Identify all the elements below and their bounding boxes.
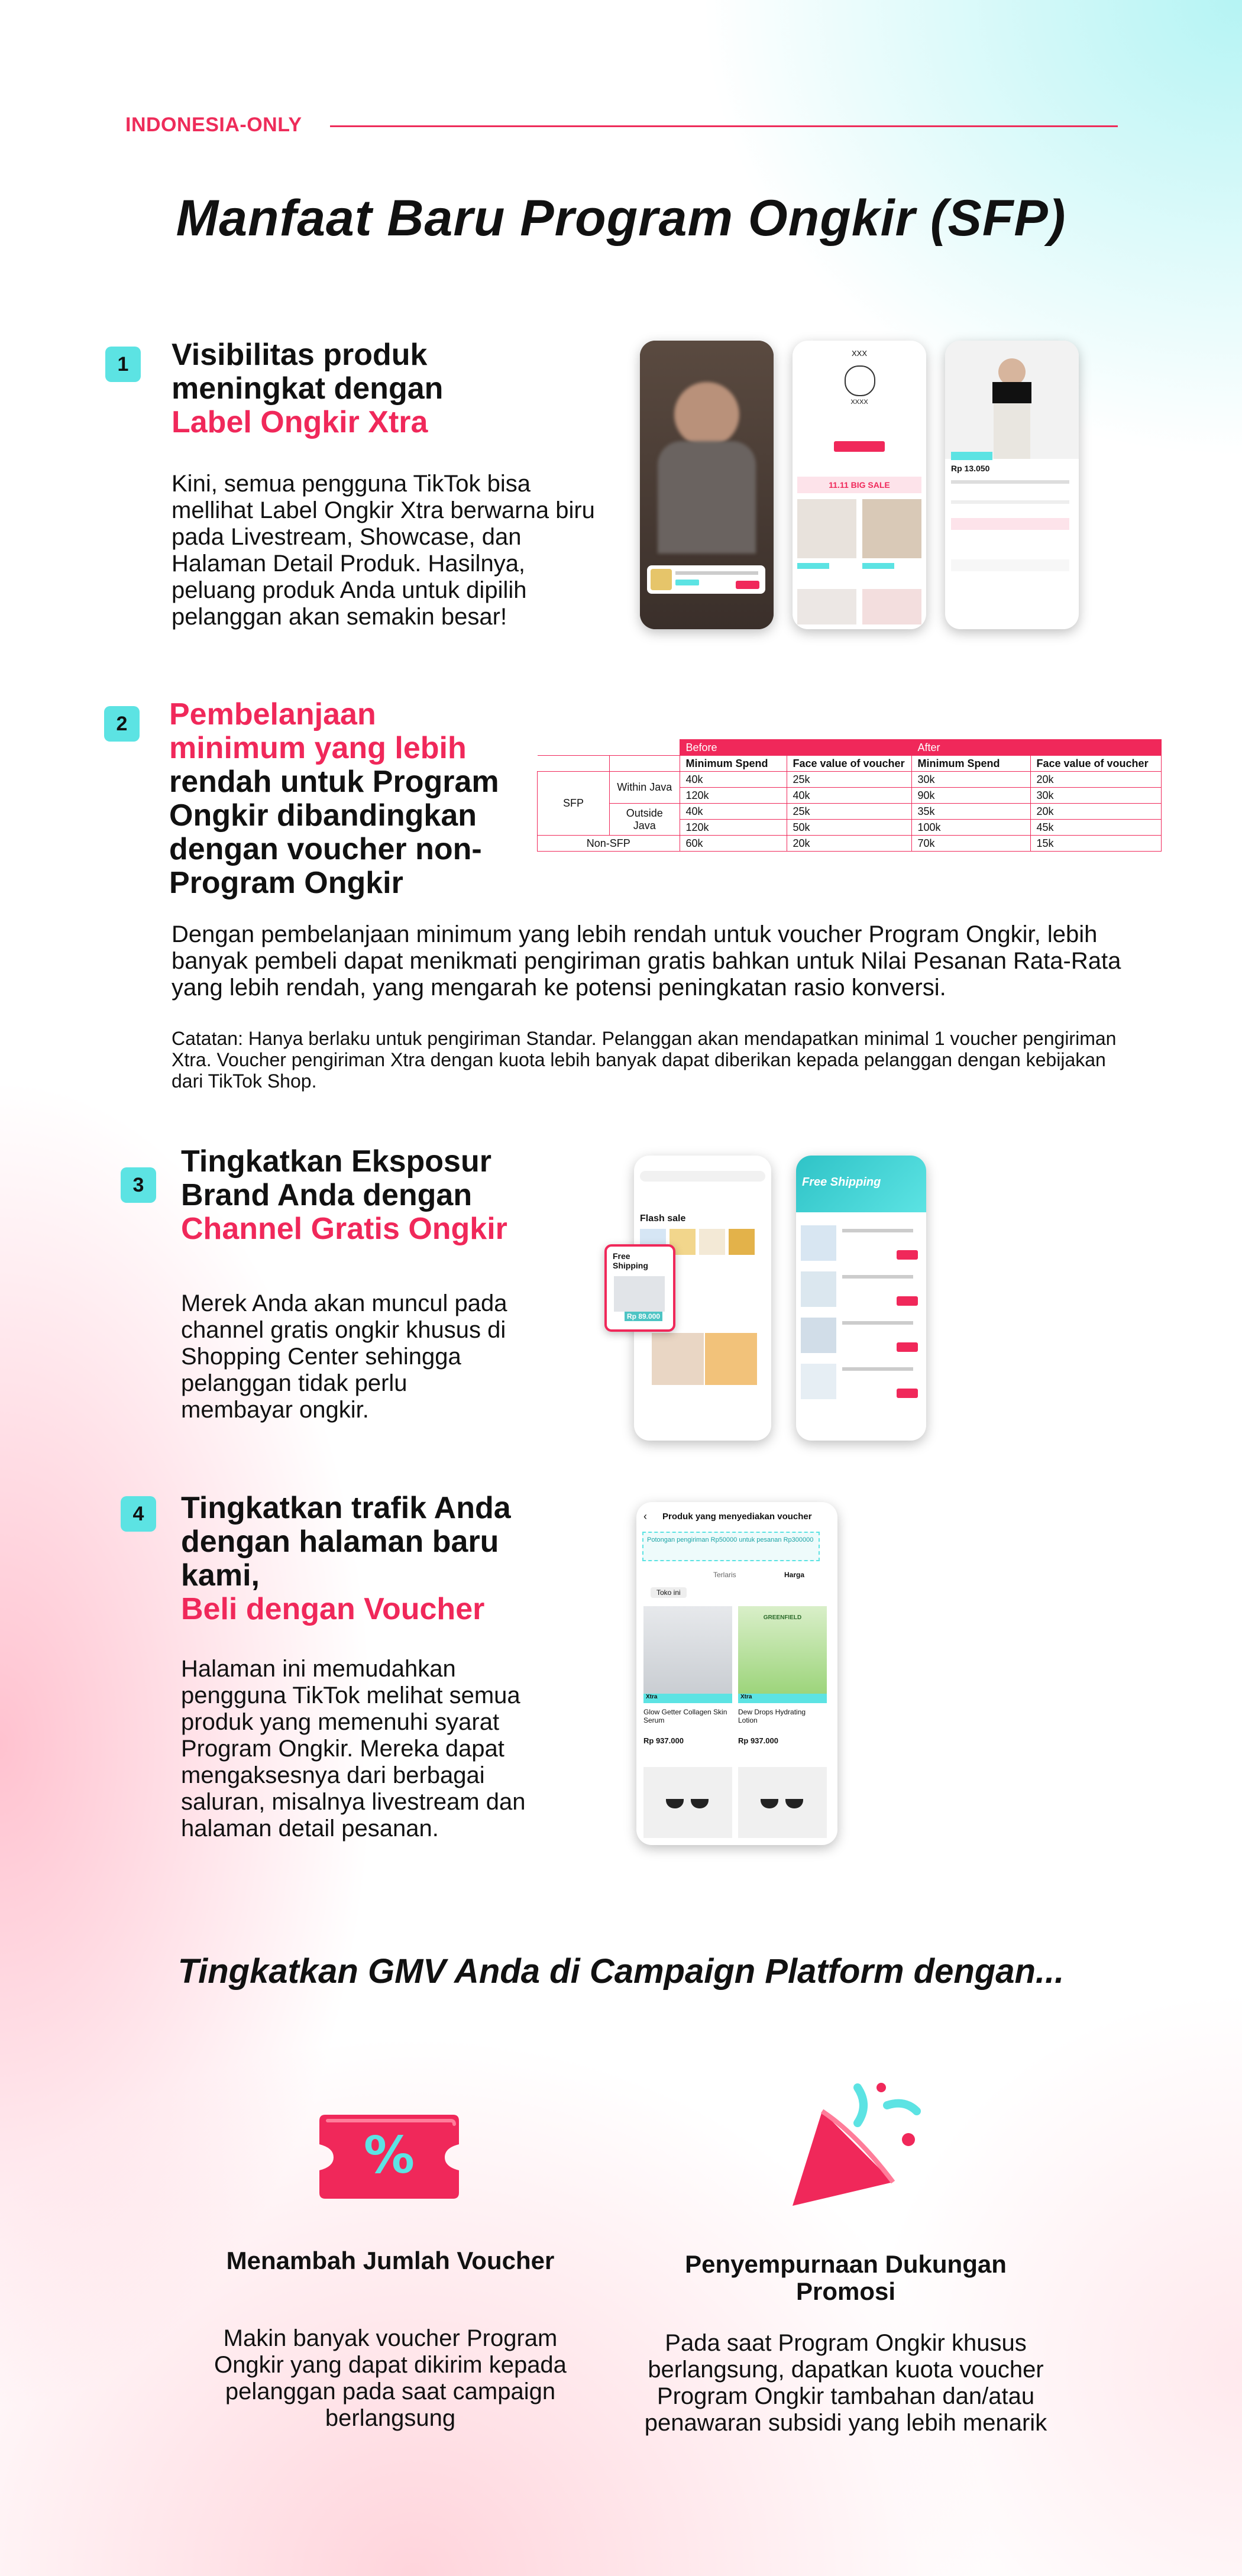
section-3-title-highlight: Channel Gratis Ongkir (181, 1212, 507, 1246)
product-price: Rp 13.050 (951, 464, 990, 473)
section-2-note: Catatan: Hanya berlaku untuk pengiriman Standar. Pelanggan akan mendapatkan minimal 1 voucher pengiriman Xtra. Voucher pengiriman Xtra dengan kuota lebih banyak dapat diberikan kepada pelanggan dengan kebijakan dari TikTok Shop. (172, 1028, 1117, 1092)
table-cell: 15k (1030, 836, 1161, 852)
section-number-4: 4 (121, 1496, 156, 1532)
card-2-title: Penyempurnaan Dukungan Promosi (685, 2250, 1007, 2305)
table-cell: 20k (787, 836, 911, 852)
product-price: Rp 937.000 (643, 1736, 684, 1745)
table-cell: 20k (1030, 772, 1161, 788)
section-number-1: 1 (105, 347, 141, 382)
region-outside-java: Outside Java (610, 804, 680, 836)
discount-ticket-icon (313, 2103, 465, 2211)
section-1-title-main: Visibilitas produk meningkat dengan (172, 338, 444, 406)
table-cell: 40k (680, 804, 787, 820)
buy-button[interactable] (897, 1389, 918, 1398)
table-cell: 90k (911, 788, 1030, 804)
table-cell: 40k (680, 772, 787, 788)
product-image-sunglasses[interactable] (643, 1767, 732, 1838)
table-cell: 70k (911, 836, 1030, 852)
shop-name: XXXX (850, 399, 868, 406)
table-group-after: After (911, 740, 1030, 756)
sale-banner: 11.11 BIG SALE (797, 477, 921, 493)
xtra-badge: Xtra (643, 1694, 732, 1703)
product-name: Dew Drops Hydrating Lotion (738, 1708, 806, 1724)
region-tag: INDONESIA-ONLY (125, 114, 302, 136)
section-3-body: Merek Anda akan muncul pada channel gratis ongkir khusus di Shopping Center sehingga pelanggan tidak perlu membayar ongkir. (181, 1290, 507, 1423)
product-image-sunglasses[interactable] (738, 1767, 827, 1838)
region-within-java: Within Java (610, 772, 680, 804)
campaign-heading: Tingkatkan GMV Anda di Campaign Platform dengan... (177, 1952, 1065, 1991)
table-cell: 30k (1030, 788, 1161, 804)
table-cell: 120k (680, 820, 787, 836)
section-1-body: Kini, semua pengguna TikTok bisa mellihat Label Ongkir Xtra berwarna biru pada Livestream, Showcase, dan Halaman Detail Produk. Hasilnya, peluang produk Anda untuk dipilih pelanggan akan semakin besar! (172, 471, 595, 630)
table-cell: 30k (911, 772, 1030, 788)
sort-tab-bestseller[interactable]: Terlaris (713, 1571, 736, 1579)
free-shipping-card[interactable] (604, 1244, 675, 1332)
party-popper-icon (769, 2070, 934, 2224)
buy-button[interactable] (897, 1296, 918, 1306)
buy-button[interactable] (897, 1342, 918, 1352)
product-price: Rp 937.000 (738, 1736, 778, 1745)
card-1-title: Menambah Jumlah Voucher (226, 2247, 555, 2274)
voucher-comparison-table (537, 739, 1162, 852)
section-number-2: 2 (104, 706, 140, 742)
follow-button[interactable] (834, 441, 885, 452)
table-cell: 60k (680, 836, 787, 852)
free-shipping-channel-phone-mockup (796, 1156, 926, 1441)
product-detail-phone-mockup (945, 341, 1079, 629)
section-number-3: 3 (121, 1167, 156, 1203)
product-image-serum[interactable] (643, 1606, 732, 1695)
table-group-before: Before (680, 740, 787, 756)
section-2-title-main: rendah untuk Program Ongkir dibandingkan dengan voucher non-Program Ongkir (169, 765, 499, 900)
table-cell: 40k (787, 788, 911, 804)
section-2-title-highlight: Pembelanjaan minimum yang lebih (169, 697, 467, 765)
shop-title: XXX (851, 349, 867, 358)
table-column-header: Face value of voucher (787, 756, 911, 772)
host-face (674, 382, 739, 447)
host-body (658, 441, 756, 554)
table-column-header: Face value of voucher (1030, 756, 1161, 772)
header-divider (330, 125, 1118, 127)
section-3-title (181, 1145, 512, 1246)
svg-text:%: % (363, 2126, 415, 2185)
table-cell: 25k (787, 772, 911, 788)
showcase-phone-mockup (793, 341, 926, 629)
section-4-title-main: Tingkatkan trafik Anda dengan halaman baru kami, (181, 1491, 511, 1593)
back-icon[interactable]: ‹ (643, 1510, 647, 1522)
table-column-header: Minimum Spend (911, 756, 1030, 772)
product-thumb[interactable] (862, 499, 921, 558)
section-3-title-main: Tingkatkan Eksposur Brand Anda dengan (181, 1144, 491, 1212)
shop-logo (845, 365, 875, 396)
buy-button[interactable] (897, 1250, 918, 1260)
product-name: Glow Getter Collagen Skin Serum (643, 1708, 727, 1724)
table-cell: 120k (680, 788, 787, 804)
voucher-banner: Potongan pengiriman Rp50000 untuk pesanan Rp300000 (642, 1532, 820, 1561)
voucher-page-title: Produk yang menyediakan voucher (662, 1512, 812, 1522)
search-input[interactable] (640, 1171, 765, 1182)
channel-title: Free Shipping (802, 1176, 881, 1189)
section-2-body: Dengan pembelanjaan minimum yang lebih rendah untuk voucher Program Ongkir, lebih banyak pembeli dapat menikmati pengiriman gratis bahkan untuk Nilai Pesanan Rata-Rata yang lebih rendah, yang mengarah ke potensi peningkatan rasio konversi. (172, 921, 1121, 1001)
section-4-title-highlight: Beli dengan Voucher (181, 1592, 485, 1626)
card-1-body: Makin banyak voucher Program Ongkir yang dapat dikirim kepada pelanggan pada saat campaign berlangsung (214, 2325, 567, 2431)
table-cell: 25k (787, 804, 911, 820)
product-card[interactable] (647, 565, 765, 594)
section-1-title (172, 338, 491, 439)
table-cell: 50k (787, 820, 911, 836)
section-4-body: Halaman ini memudahkan pengguna TikTok melihat semua produk yang memenuhi syarat Program Ongkir. Mereka dapat mengaksesnya dari berbagai saluran, misalnya livestream dan halaman detail pesanan. (181, 1656, 526, 1842)
table-cell: 100k (911, 820, 1030, 836)
page-title: Manfaat Baru Program Ongkir (SFP) (176, 190, 1066, 247)
voucher-page-phone-mockup (636, 1502, 837, 1845)
flash-sale-label: Flash sale (640, 1213, 686, 1224)
product-image-lotion[interactable] (738, 1606, 827, 1695)
product-brand: GREENFIELD (763, 1614, 802, 1621)
free-shipping-price: Rp 89.000 (625, 1312, 662, 1321)
free-shipping-card-label: Free Shipping (613, 1251, 648, 1270)
livestream-phone-mockup (640, 341, 774, 629)
table-cell: 45k (1030, 820, 1161, 836)
section-1-title-highlight: Label Ongkir Xtra (172, 405, 428, 439)
nonsfp-label: Non-SFP (538, 836, 680, 852)
sfp-label: SFP (538, 772, 610, 836)
table-cell: 35k (911, 804, 1030, 820)
card-2-body: Pada saat Program Ongkir khusus berlangsung, dapatkan kuota voucher Program Ongkir tambahan dan/atau penawaran subsidi yang lebih menarik (644, 2330, 1047, 2436)
table-cell: 20k (1030, 804, 1161, 820)
xtra-badge: Xtra (738, 1694, 827, 1703)
sort-tab-price[interactable]: Harga (784, 1571, 805, 1579)
product-thumb[interactable] (797, 499, 856, 558)
filter-chip-this-store[interactable]: Toko ini (651, 1587, 687, 1598)
section-2-title (169, 698, 512, 900)
table-column-header: Minimum Spend (680, 756, 787, 772)
section-4-title (181, 1491, 512, 1626)
